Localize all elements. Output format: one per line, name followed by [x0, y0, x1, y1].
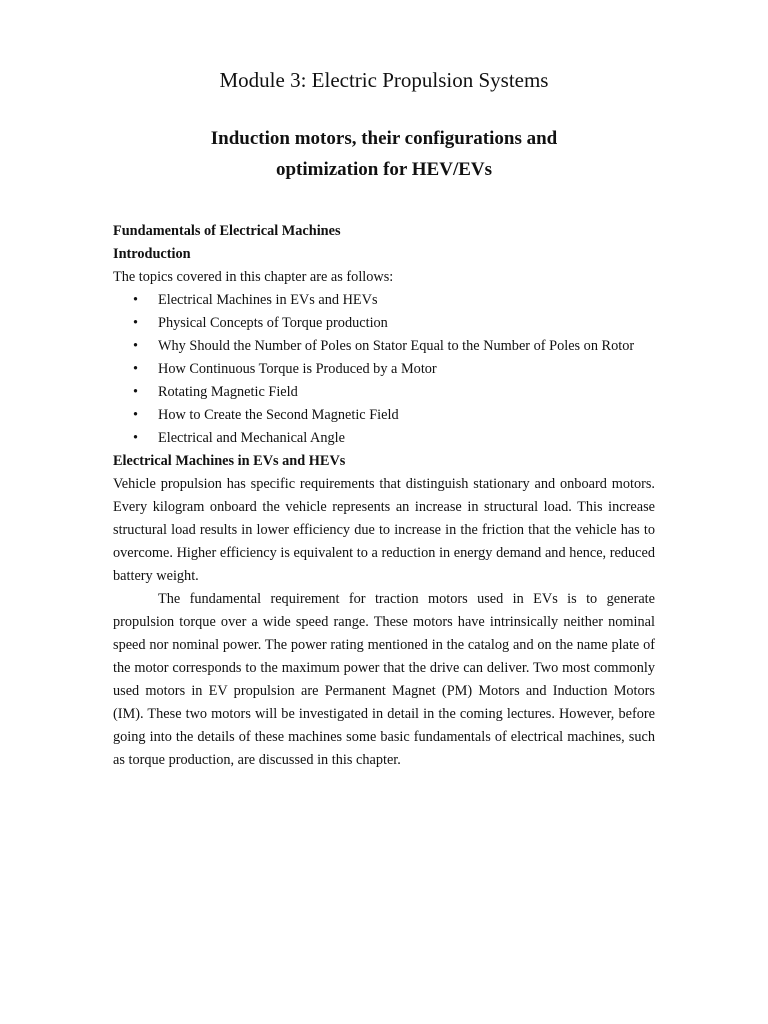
list-item-text: Physical Concepts of Torque production: [158, 315, 388, 331]
list-item: [113, 335, 655, 358]
section-heading: Fundamentals of Electrical Machines: [113, 223, 341, 239]
machines-paragraph-2: The fundamental requirement for traction motors used in EVs is to generate propulsion torque over a wide speed range. These motors have intrinsically neither nominal speed nor nominal power. The power rating mentioned in the catalog and on the name plate of the motor corresponds to the maximum power that the drive can deliver. Two most commonly used motors in EV propulsion are Permanent Magnet (PM) Motors and Induction Motors (IM). These two motors will be investigated in detail in the coming lectures. However, before going into the details of these machines some basic fundamentals of electrical machines, such as torque production, are discussed in this chapter.: [113, 591, 655, 768]
page-title: Module 3: Electric Propulsion Systems: [219, 68, 549, 92]
list-item: [113, 404, 655, 427]
bullet-icon: •: [133, 384, 139, 400]
machines-heading: Electrical Machines in EVs and HEVs: [113, 453, 346, 469]
bullet-icon: •: [133, 338, 139, 354]
list-item-text: Rotating Magnetic Field: [158, 384, 298, 400]
list-item: [113, 381, 655, 404]
topics-list: [113, 289, 655, 450]
bullet-icon: •: [133, 361, 139, 377]
list-item-text: Electrical and Mechanical Angle: [158, 430, 345, 446]
subtitle-line-2: optimization for HEV/EVs: [275, 159, 493, 180]
list-item: [113, 358, 655, 381]
intro-text: The topics covered in this chapter are as follows:: [113, 269, 394, 285]
intro-heading: Introduction: [113, 246, 191, 262]
page-subtitle: [0, 123, 768, 185]
list-item-text: Why Should the Number of Poles on Stator Equal to the Number of Poles on Rotor: [158, 338, 635, 354]
list-item: [113, 289, 655, 312]
list-item-text: Electrical Machines in EVs and HEVs: [158, 292, 378, 308]
bullet-icon: •: [133, 292, 139, 308]
list-item: [113, 312, 655, 335]
list-item-text: How to Create the Second Magnetic Field: [158, 407, 399, 423]
list-item: [113, 427, 655, 450]
bullet-icon: •: [133, 430, 139, 446]
list-item-text: How Continuous Torque is Produced by a Motor: [158, 361, 437, 377]
subtitle-line-1: Induction motors, their configurations and: [210, 128, 558, 149]
machines-paragraph-1: Vehicle propulsion has specific requirements that distinguish stationary and onboard motors. Every kilogram onboard the vehicle represents an increase in structural load. This increase structural load results in lower efficiency due to increase in the friction that the vehicle has to overcome. Higher efficiency is equivalent to a reduction in energy demand and hence, reduced battery weight.: [113, 476, 655, 584]
document-body: [113, 220, 655, 772]
bullet-icon: •: [133, 407, 139, 423]
bullet-icon: •: [133, 315, 139, 331]
